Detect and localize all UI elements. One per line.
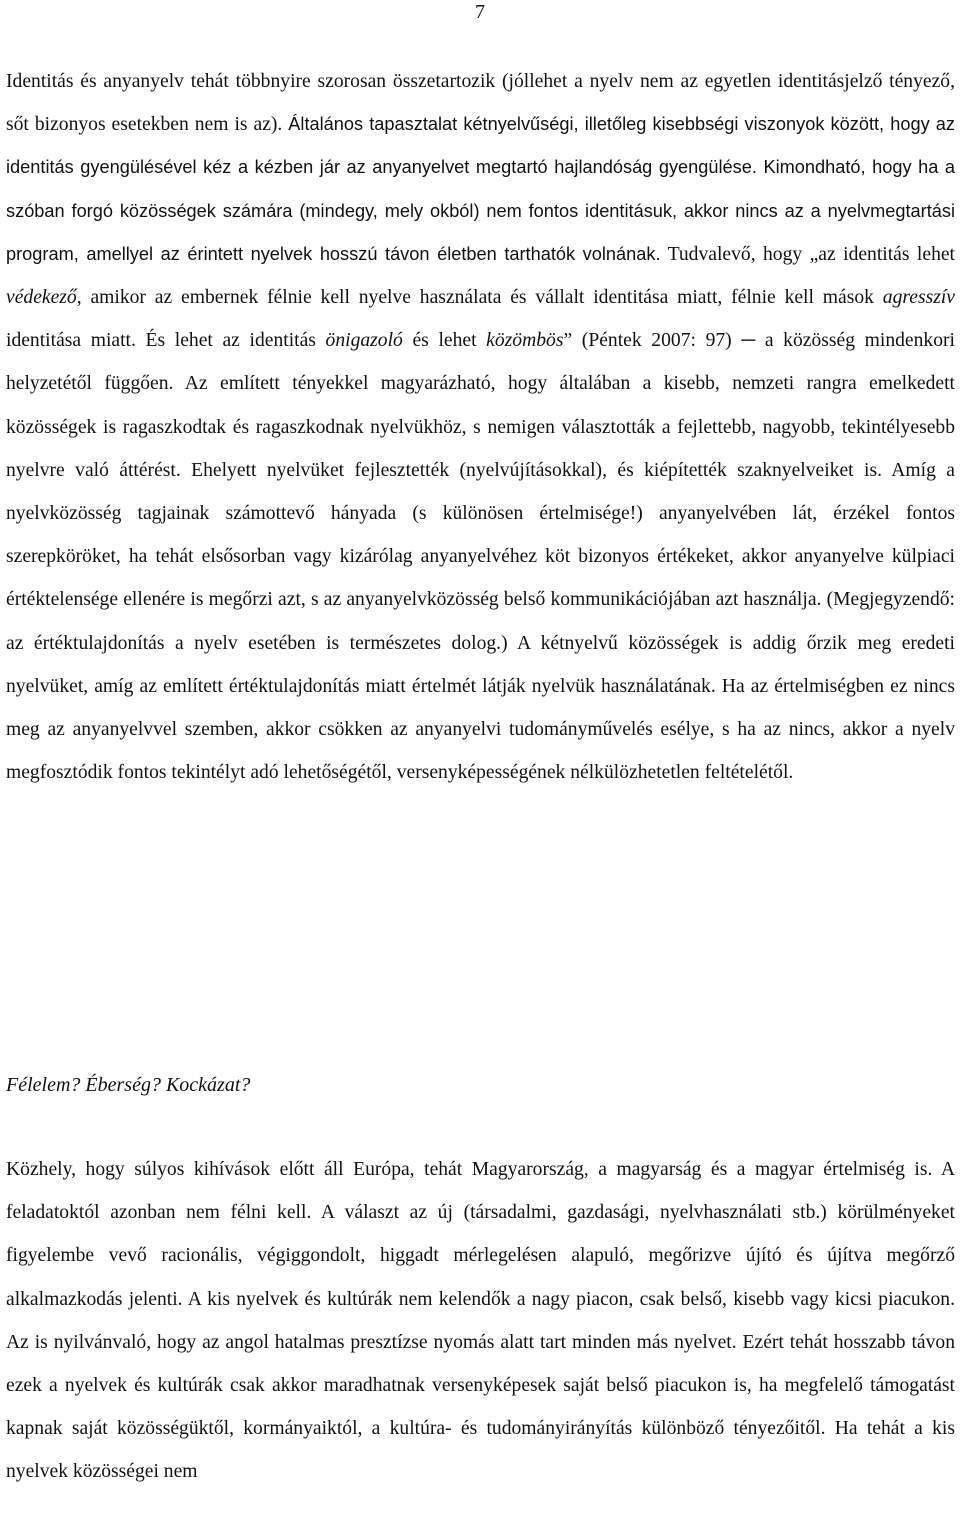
- paragraph-1-text: ” (Péntek 2007: 97) ─ a közösség mindenkori helyzetétől függően. Az említett tényekkel magyarázható, hogy általában a kisebb, nemzeti rangra emelkedett közösségek is ragaszkodtak és ragaszkodnak nyelvükhöz, s nemigen választották a fejlettebb, nagyobb, tekintélyesebb nyelvre való áttérést. Ehelyett nyelvüket fejlesztették (nyelvújításokkal), és kiépítették szaknyelveiket is. Amíg a nyelvközösség tagjainak számottevő hányada (s különösen értelmisége!) anyanyelvében lát, érzékel fontos szerepköröket, ha tehát elsősorban vagy kizárólag anyanyelvéhez köt bizonyos értékeket, akkor anyanyelve külpiaci értéktelensége ellenére is megőrzi azt, s az anyanyelvközösség belső kommunikációjában azt használja. (Megjegyzendő: az értéktulajdonítás a nyelv esetében is természetes dolog.) A kétnyelvű közösségek is addig őrzik meg eredeti nyelvüket, amíg az említett értéktulajdonítás miatt értelmét látják nyelvük használatának. Ha az értelmiségben ez nincs meg az anyanyelvvel szemben, akkor csökken az anyanyelvi tudományművelés esélye, s ha az nincs, akkor a nyelv megfosztódik fontos tekintélyt adó lehetőségétől, versenyképességének nélkülözhetetlen feltételétől.: [6, 330, 955, 784]
- section-heading: Félelem? Éberség? Kockázat?: [6, 1074, 251, 1096]
- italic-term-vedekezo: védekező: [6, 287, 77, 309]
- paragraph-1-text: és lehet: [402, 330, 487, 352]
- italic-term-onigazolo: önigazoló: [325, 330, 403, 352]
- paragraph-1-text: Tudvalevő, hogy „az identitás lehet: [660, 243, 956, 265]
- paragraph-challenges: Közhely, hogy súlyos kihívások előtt áll Európa, tehát Magyarország, a magyarság és a magyar értelmiség is. A feladatoktól azonban nem félni kell. A választ az új (társadalmi, gazdasági, nyelvhasználati stb.) körülményeket figyelembe vevő racionális, végiggondolt, higgadt mérlegelésen alapuló, megőrizve újító és újítva megőrző alkalmazkodás jelenti. A kis nyelvek és kultúrák nem kelendők a nagy piacon, csak belső, kisebb vagy kicsi piacukon. Az is nyilvánvaló, hogy az angol hatalmas presztízse nyomás alatt tart minden más nyelvet. Ezért tehát hosszabb távon ezek a nyelvek és kultúrák csak akkor maradhatnak versenyképesek saját belső piacukon is, ha megfelelő támogatást kapnak saját közösségüktől, kormányaiktól, a kultúra- és tudományirányítás különböző tényezőitől. Ha tehát a kis nyelvek közösségei nem: [6, 1159, 955, 1483]
- paragraph-1-sans-segment: Általános tapasztalat kétnyelvűségi, illetőleg kisebbségi viszonyok között, hogy az identitás gyengülésével kéz a kézben jár az anyanyelvet megtartó hajlandóság gyengülése. Kimondható, hogy ha a szóban forgó közösségek számára (mindegy, mely okból) nem fontos identitásuk, akkor nincs az a nyelvmegtartási program, amellyel az érintett nyelvek hosszú távon életben tarthatók volnának.: [6, 114, 956, 264]
- paragraph-identity-language: [6, 60, 955, 794]
- paragraph-1-text: , amikor az embernek félnie kell nyelve használata és vállalt identitása miatt, félnie kell mások: [76, 287, 883, 309]
- page-number: 7: [475, 1, 485, 23]
- paragraph-1-sentence-1: Identitás és anyanyelv tehát többnyire szorosan összetartozik (jóllehet a nyelv nem az egyetlen identitásjelző tényező, sőt bizonyos esetekben nem is az).: [6, 71, 955, 136]
- paragraph-1-text: identitása miatt. És lehet az identitás: [6, 330, 326, 352]
- italic-term-kozombos: közömbös: [486, 330, 564, 352]
- italic-term-agressziv: agresszív: [882, 287, 955, 309]
